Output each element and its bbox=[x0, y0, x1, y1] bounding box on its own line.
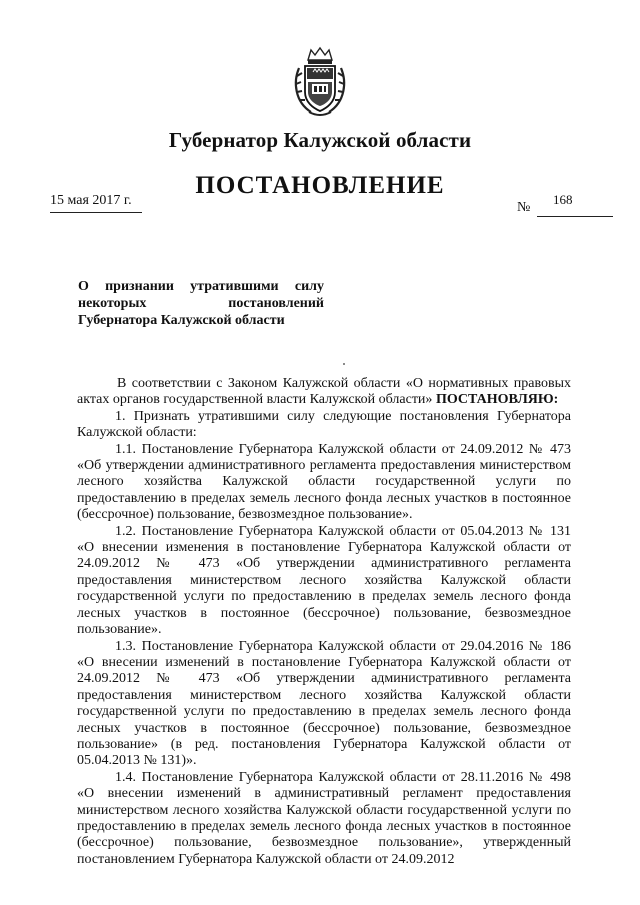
kaluga-coat-of-arms-icon bbox=[291, 46, 349, 118]
number-label: № bbox=[517, 200, 531, 215]
document-type-title: ПОСТАНОВЛЕНИЕ bbox=[195, 172, 445, 199]
paragraph-item-1-3: 1.3. Постановление Губернатора Калужской области от 29.04.2016 № 186 «О внесении изменений в постановление Губернатора Калужской области от 24.09.2012 № 473 «Об утверждении административного регламента предоставления министерством лесного хозяйства Калужской области государственной услуги по предоставлению в пределах земель лесного фонда лесных участков в постоянное (бессрочное) пользование, безвозмездное пользование» (в ред. постановления Губернатора Калужской области от 05.04.2013 № 131)». bbox=[77, 638, 571, 769]
subject-line-3: Губернатора Калужской области bbox=[78, 313, 285, 328]
intro-paragraph bbox=[77, 376, 571, 409]
paragraph-item-1-1: 1.1. Постановление Губернатора Калужской области от 24.09.2012 № 473 «Об утверждении административного регламента предоставления министерством лесного хозяйства Калужской области государственной услуги по предоставлению в пределах земель лесного фонда лесных участков в постоянное (бессрочное) пользование, безвозмездное пользование». bbox=[77, 441, 571, 523]
number-value: 168 bbox=[553, 192, 573, 207]
scan-speck bbox=[343, 363, 345, 365]
issuer-title: Губернатор Калужской области bbox=[168, 128, 472, 152]
date-value: 15 мая 2017 г. bbox=[50, 193, 132, 208]
document-body bbox=[77, 376, 571, 868]
document-subject bbox=[78, 278, 324, 329]
subject-line-2: некоторых постановлений bbox=[78, 296, 324, 311]
paragraph-item-1-4: 1.4. Постановление Губернатора Калужской области от 28.11.2016 № 498 «О внесении изменений в административный регламент предоставления министерством лесного хозяйства Калужской области государственной услуги по предоставлению в пределах земель лесного фонда лесных участков в постоянное (бессрочное) пользование, безвозмездное пользование», утвержденный постановлением Губернатора Калужской области от 24.09.2012 bbox=[77, 769, 571, 867]
paragraph-item-1: 1. Признать утратившими силу следующие постановления Губернатора Калужской области: bbox=[77, 408, 571, 441]
document-number bbox=[517, 192, 573, 216]
document-date bbox=[50, 193, 132, 209]
subject-line-1: О признании утратившими силу bbox=[78, 279, 324, 294]
intro-text: В соответствии с Законом Калужской области «О нормативных правовых актах органов государственной власти Калужской области» bbox=[77, 376, 571, 408]
number-underline bbox=[537, 216, 613, 217]
paragraph-item-1-2: 1.2. Постановление Губернатора Калужской области от 05.04.2013 № 131 «О внесении изменения в постановление Губернатора Калужской области от 24.09.2012 № 473 «Об утверждении административного регламента предоставления министерством лесного хозяйства Калужской области государственной услуги по предоставлению в пределах земель лесного фонда лесных участков в постоянное (бессрочное) пользование, безвозмездное пользование». bbox=[77, 523, 571, 638]
intro-emphasis: ПОСТАНОВЛЯЮ: bbox=[435, 392, 559, 408]
date-underline bbox=[50, 212, 142, 213]
